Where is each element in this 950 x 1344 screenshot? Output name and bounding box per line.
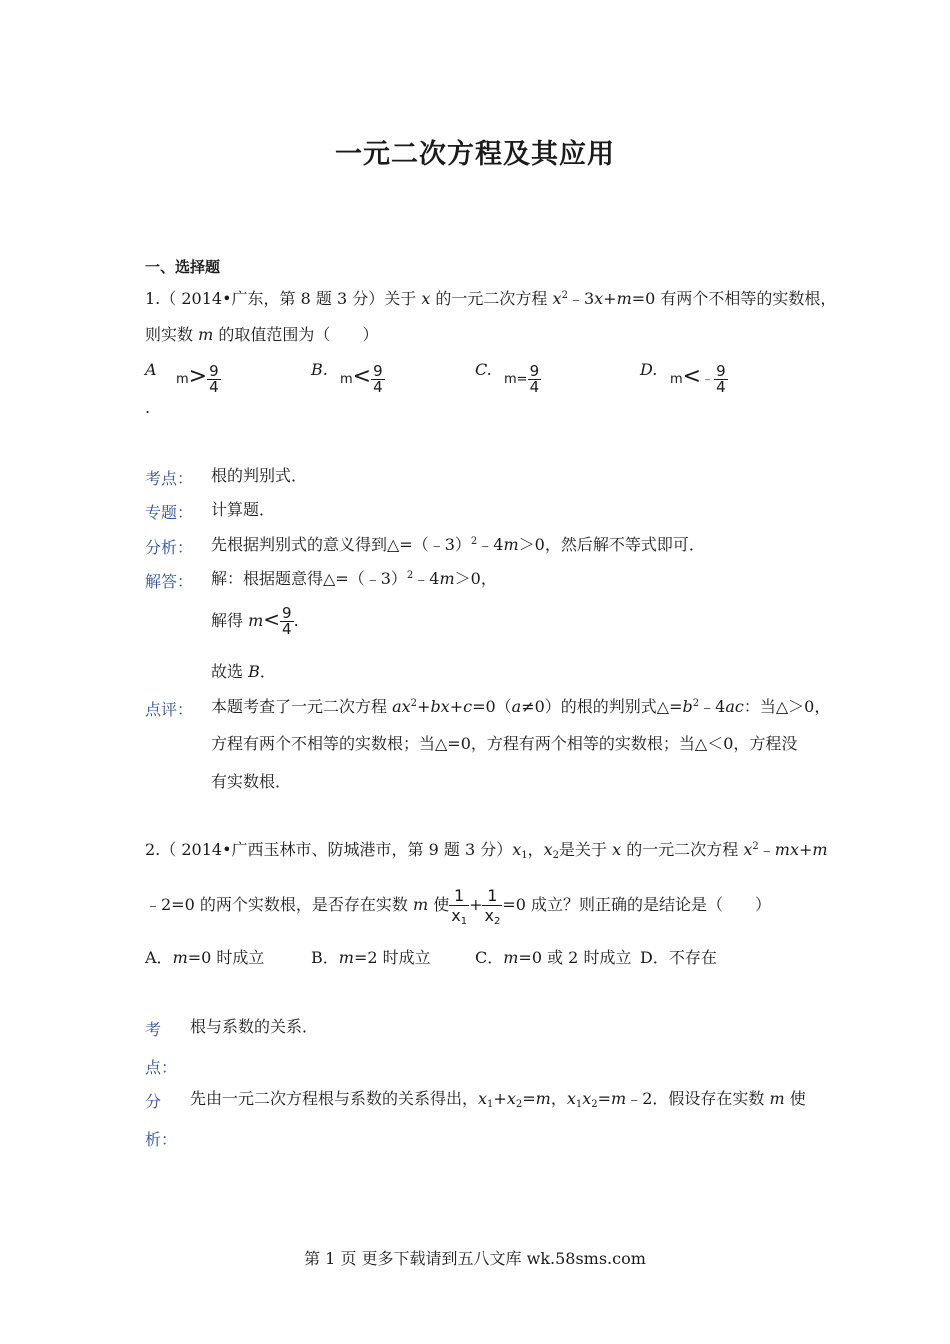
q1-option-d-letter: D. bbox=[640, 360, 658, 379]
q1-option-a-letter: A bbox=[145, 360, 157, 379]
q2-option-c: C．m=0 或 2 时成立 bbox=[475, 948, 632, 967]
q1-zhuanti-text: 计算题． bbox=[211, 500, 276, 519]
q1-dianping-line3: 有实数根． bbox=[211, 772, 292, 791]
page-footer: 第 1 页 更多下载请到五八文库 wk.58sms.com bbox=[304, 1249, 646, 1268]
q1-zhuanti-label: 专题： bbox=[145, 503, 194, 522]
q1-stem-line1: 1.（ 2014•广东，第 8 题 3 分）关于 x 的一元二次方程 $x^2﹣3x+m=0$ 有两个不相等的实数根， bbox=[145, 289, 837, 308]
q2-fenxi-label-bottom: 析： bbox=[145, 1130, 178, 1149]
q1-jieda-label: 解答： bbox=[145, 572, 194, 591]
q1-kaodian-label: 考点： bbox=[145, 469, 194, 488]
q1-dianping-line2: 方程有两个不相等的实数根；当△=0，方程有两个相等的实数根；当△＜0，方程没 bbox=[211, 734, 798, 753]
q2-option-b: B．m=2 时成立 bbox=[311, 948, 431, 967]
q1-dianping-label: 点评： bbox=[145, 700, 194, 719]
q2-kaodian-label-top: 考 bbox=[145, 1020, 162, 1039]
q1-option-c-letter: C. bbox=[475, 360, 492, 379]
document-title: 一元二次方程及其应用 bbox=[335, 139, 615, 170]
q1-fenxi-label: 分析： bbox=[145, 538, 194, 557]
q1-stem-line2: 则实数 m 的取值范围为（ ） bbox=[145, 325, 379, 344]
q1-dianping-line1: 本题考查了一元二次方程 $ax^2+bx+c=0(a\ne 0)$的根的判别式$\triangle=b^2﹣4ac$：当△＞0， bbox=[211, 697, 831, 716]
q1-jieda-line2: 解得 m< $\frac{9}{4}$ . bbox=[211, 604, 299, 638]
q2-stem-line2: ﹣2=0 的两个实数根，是否存在实数 m 使 $\frac{1}{x_1}$ + $\frac{1}{x_2}$ =0 成立？则正确的是结论是（ ） bbox=[145, 886, 771, 927]
q2-kaodian-label-bottom: 点： bbox=[145, 1058, 178, 1077]
q1-jieda-line3: 故选 B． bbox=[211, 662, 276, 681]
q2-option-d: D．不存在 bbox=[640, 948, 717, 967]
section-heading: 一、选择题 bbox=[145, 258, 221, 276]
q1-option-d-expression: m<﹣ $\frac{9}{4}$ bbox=[670, 362, 726, 396]
q1-option-a-dot: . bbox=[145, 398, 151, 417]
q1-jieda-line1: 解：根据题意得△=（﹣3）$^2$﹣4m＞0， bbox=[211, 569, 497, 588]
q2-stem-line1: 2.（ 2014•广西玉林市、防城港市，第 9 题 3 分）$x_1$，$x_2$是关于 x 的一元二次方程 $x^2﹣mx+m$ bbox=[145, 840, 828, 861]
q2-kaodian-text: 根与系数的关系． bbox=[190, 1017, 319, 1036]
q1-option-b-letter: B. bbox=[311, 360, 328, 379]
q2-option-a: A．m=0 时成立 bbox=[145, 948, 265, 967]
q1-fenxi-text: 先根据判别式的意义得到△=（﹣3）$^2$﹣4m＞0，然后解不等式即可． bbox=[211, 535, 705, 554]
q1-option-b-expression: m< $\frac{9}{4}$ bbox=[340, 362, 383, 396]
q1-option-a-expression: m> $\frac{9}{4}$ bbox=[176, 362, 219, 396]
q1-kaodian-text: 根的判别式． bbox=[211, 466, 308, 485]
q1-option-c-expression: m= $\frac{9}{4}$ bbox=[504, 362, 540, 396]
q2-fenxi-label-top: 分 bbox=[145, 1092, 162, 1111]
q2-fenxi-text: 先由一元二次方程根与系数的关系得出，$x_1+x_2=m$，$x_1x_2=m﹣2$．假设存在实数 m 使 bbox=[190, 1089, 806, 1110]
